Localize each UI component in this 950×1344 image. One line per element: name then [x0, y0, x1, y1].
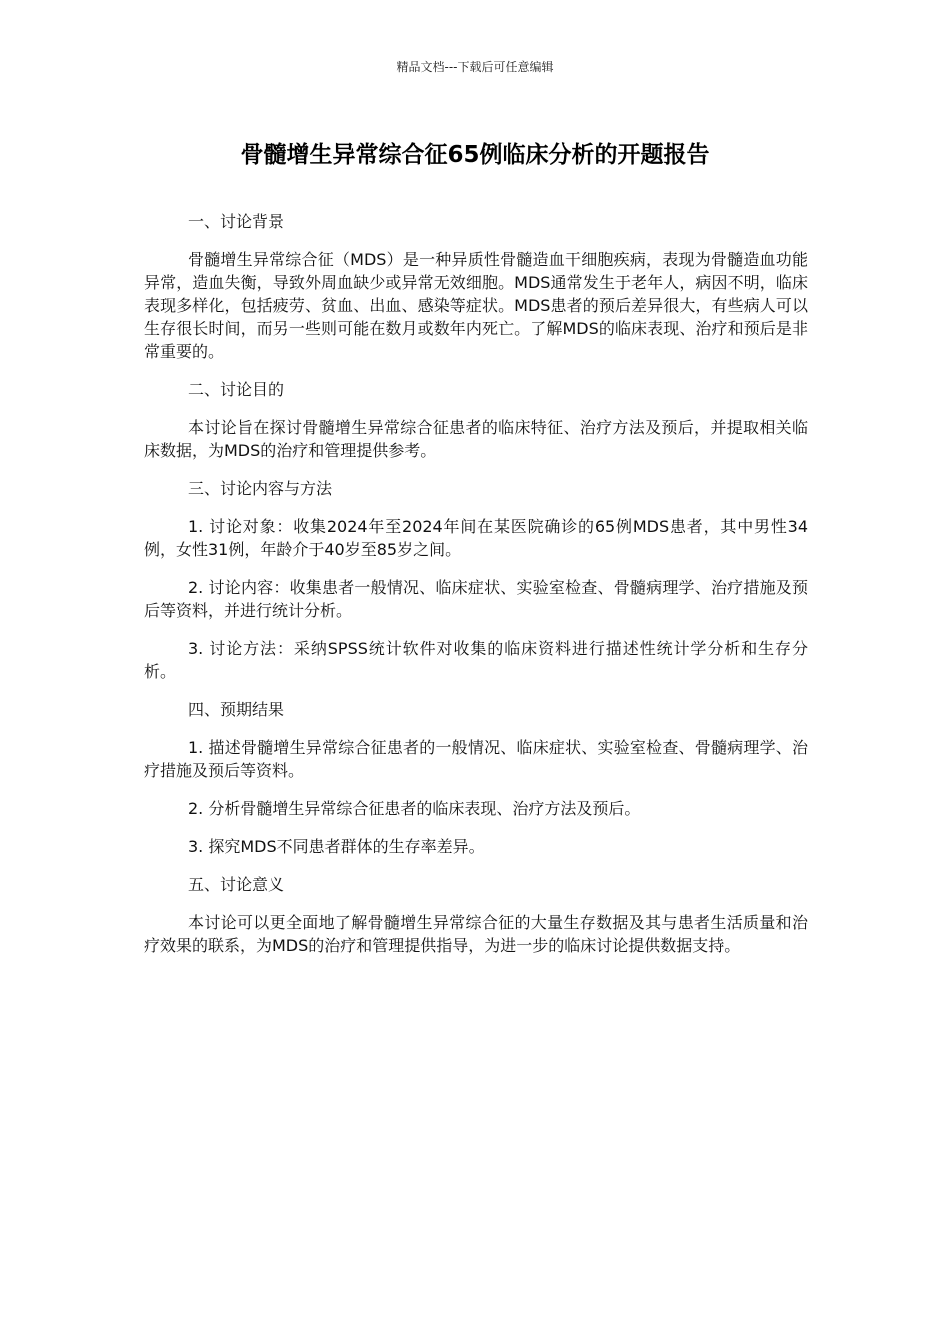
section-heading-significance: 五、讨论意义 [188, 875, 285, 894]
paragraph-significance: 本讨论可以更全面地了解骨髓增生异常综合征的大量生存数据及其与患者生活质量和治疗效果的联系，为MDS的治疗和管理提供指导，为进一步的临床讨论提供数据支持。 [144, 913, 808, 955]
section-heading-purpose: 二、讨论目的 [188, 380, 285, 399]
paragraph-result-1: 1. 描述骨髓增生异常综合征患者的一般情况、临床症状、实验室检查、骨髓病理学、治疗措施及预后等资料。 [144, 738, 808, 780]
section-heading-content-method: 三、讨论内容与方法 [188, 479, 333, 498]
section-heading-expected-results: 四、预期结果 [188, 700, 285, 719]
paragraph-method: 3. 讨论方法：采纳SPSS统计软件对收集的临床资料进行描述性统计学分析和生存分析。 [144, 639, 808, 681]
paragraph-result-2: 2. 分析骨髓增生异常综合征患者的临床表现、治疗方法及预后。 [188, 799, 641, 818]
paragraph-purpose: 本讨论旨在探讨骨髓增生异常综合征患者的临床特征、治疗方法及预后，并提取相关临床数据，为MDS的治疗和管理提供参考。 [144, 418, 808, 460]
page-header: 精品文档---下载后可任意编辑 [396, 60, 554, 74]
paragraph-background: 骨髓增生异常综合征（MDS）是一种异质性骨髓造血干细胞疾病，表现为骨髓造血功能异常，造血失衡，导致外周血缺少或异常无效细胞。MDS通常发生于老年人，病因不明，临床表现多样化，包括疲劳、贫血、出血、感染等症状。MDS患者的预后差异很大，有些病人可以生存很长时间，而另一些则可能在数月或数年内死亡。了解MDS的临床表现、治疗和预后是非常重要的。 [144, 250, 808, 361]
paragraph-subjects: 1. 讨论对象：收集2024年至2024年间在某医院确诊的65例MDS患者，其中男性34例，女性31例，年龄介于40岁至85岁之间。 [144, 517, 808, 559]
section-heading-background: 一、讨论背景 [188, 212, 285, 231]
document-body [144, 210, 808, 972]
paragraph-result-3: 3. 探究MDS不同患者群体的生存率差异。 [188, 837, 485, 856]
document-title: 骨髓增生异常综合征65例临床分析的开题报告 [240, 142, 710, 168]
paragraph-content: 2. 讨论内容：收集患者一般情况、临床症状、实验室检查、骨髓病理学、治疗措施及预后等资料，并进行统计分析。 [144, 578, 808, 620]
